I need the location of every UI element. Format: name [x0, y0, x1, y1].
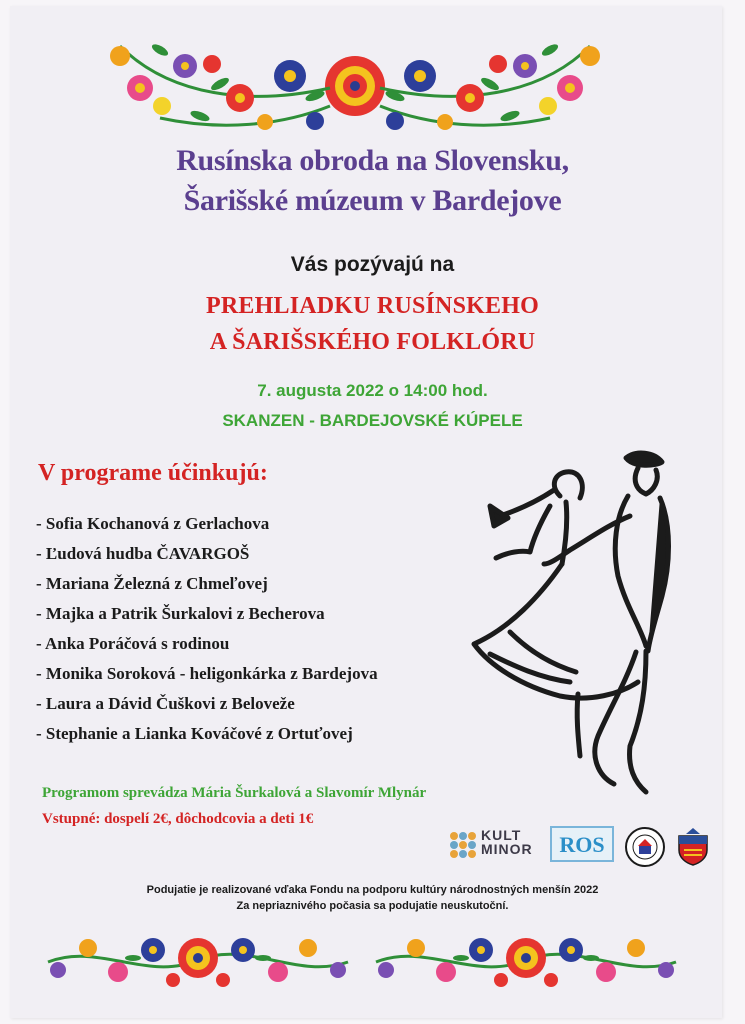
performer-item: - Ľudová hudba ČAVARGOŠ: [36, 544, 250, 563]
kult-minor-wordmark: [481, 828, 533, 856]
programme-heading: V programe účinkujú:: [38, 460, 268, 486]
kult-minor-icon: [448, 830, 478, 860]
footer-weather-note: Za nepriaznivého počasia sa podujatie neuskutoční.: [236, 900, 509, 912]
folk-flower-ornament-top: [100, 36, 610, 138]
kult-line-2: MINOR: [481, 841, 533, 857]
ros-logo: ROS: [550, 826, 614, 862]
event-date: 7. augusta 2022 o 14:00 hod.: [257, 381, 488, 400]
folk-flower-ornament-bottom-left: [38, 922, 358, 994]
footer-funding-note: Podujatie je realizované vďaka Fondu na podporu kultúry národnostných menšín 2022: [146, 884, 599, 896]
performer-item: - Mariana Železná z Chmeľovej: [36, 574, 268, 593]
event-title-line-2: A ŠARIŠSKÉHO FOLKLÓRU: [209, 329, 536, 355]
performer-item: - Monika Soroková - heligonkárka z Bardejova: [36, 664, 378, 683]
performer-item: - Laura a Dávid Čuškovi z Beloveže: [36, 694, 295, 713]
organizer-line-1: Rusínska obroda na Slovensku,: [176, 144, 569, 177]
dancing-couple-illustration: [450, 446, 700, 806]
organizer-line-2: Šarišské múzeum v Bardejove: [183, 184, 562, 217]
kult-minor-logo: [448, 826, 548, 866]
performer-list: [36, 512, 378, 752]
escort-text: Programom sprevádza Mária Šurkalová a Slavomír Mlynár: [42, 785, 427, 801]
performer-item: - Anka Poráčová s rodinou: [36, 634, 230, 653]
coat-of-arms: [676, 826, 710, 866]
performer-item: - Majka a Patrik Šurkalovi z Becherova: [36, 604, 325, 623]
event-title-line-1: PREHLIADKU RUSÍNSKEHO: [206, 293, 539, 319]
performer-item: - Stephanie a Lianka Kováčové z Ortuťovej: [36, 724, 353, 743]
kult-line-1: KULT: [481, 827, 522, 843]
entry-fee-text: Vstupné: dospelí 2€, dôchodcovia a deti 1€: [42, 811, 314, 827]
performer-item: - Sofia Kochanová z Gerlachova: [36, 514, 270, 533]
museum-seal: [624, 826, 666, 868]
folk-flower-ornament-bottom-right: [366, 922, 686, 994]
invite-text: Vás pozývajú na: [290, 253, 455, 276]
event-place: SKANZEN - BARDEJOVSKÉ KÚPELE: [222, 411, 523, 430]
